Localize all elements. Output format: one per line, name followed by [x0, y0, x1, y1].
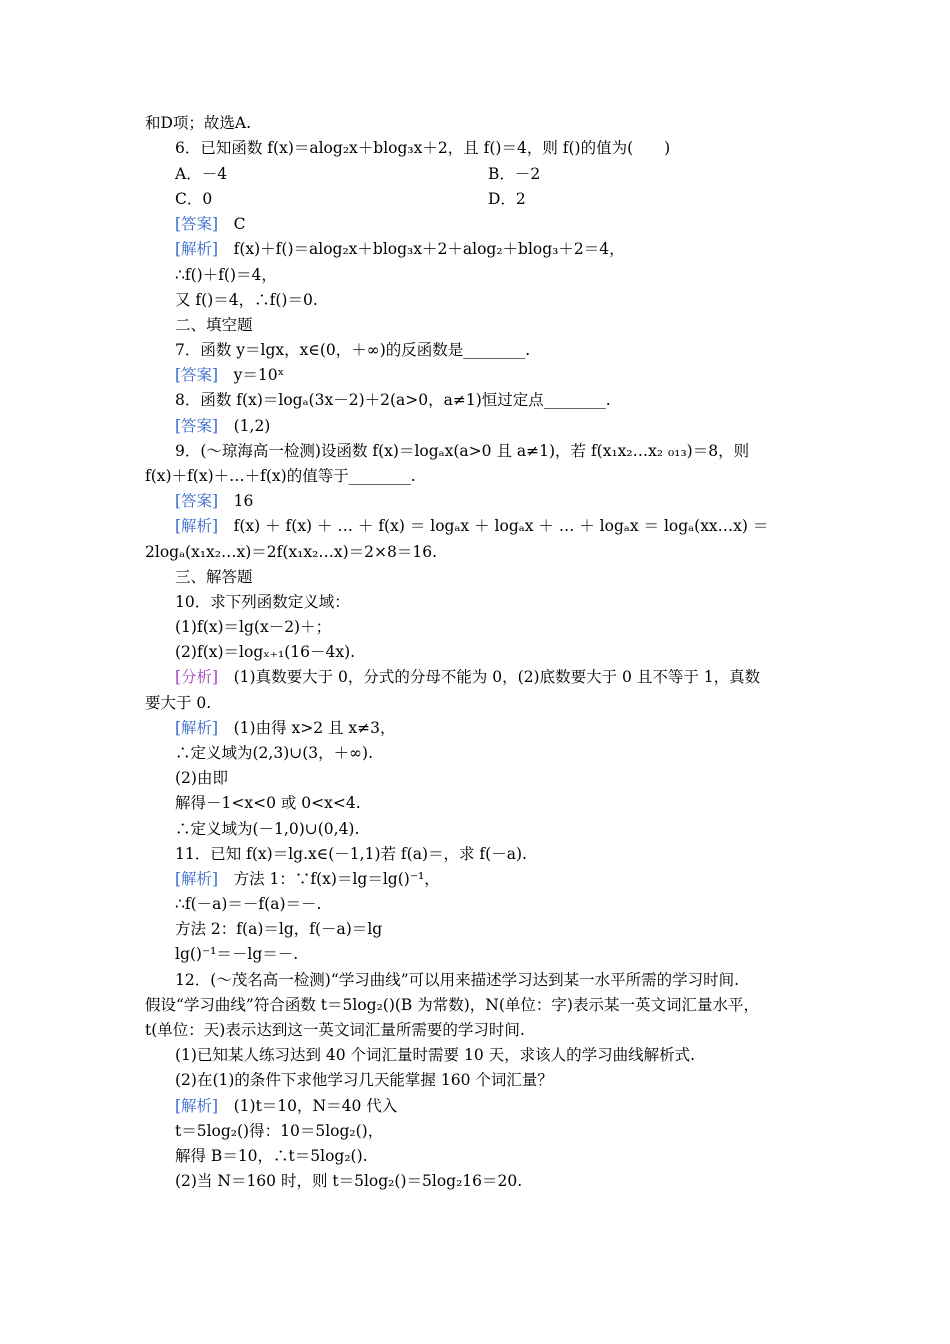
line-text: (2)由即 — [175, 769, 228, 787]
text-line — [175, 567, 253, 589]
line-text: B．－2 — [488, 165, 541, 183]
text-line — [175, 617, 331, 639]
text-line — [175, 290, 318, 312]
text-line — [175, 164, 227, 186]
line-text: (2)当 N＝160 时，则 t＝5log₂()＝5log₂16＝20. — [175, 1172, 523, 1190]
text-line — [175, 491, 253, 513]
section-tag: [答案] — [175, 492, 219, 510]
line-text: (1)f(x)＝lg(x－2)＋； — [175, 618, 332, 636]
line-text: 11．已知 f(x)＝lg.x∈(－1,1)若 f(a)＝，求 f(－a). — [175, 845, 527, 863]
text-line — [175, 1070, 553, 1092]
line-text: ∴定义域为(－1,0)∪(0,4). — [175, 820, 360, 838]
text-line — [175, 718, 396, 740]
text-line — [145, 995, 759, 1017]
text-line — [175, 642, 355, 664]
text-line — [175, 1121, 383, 1143]
line-text: C — [218, 215, 246, 233]
text-line — [145, 1020, 525, 1042]
section-tag: [解析] — [175, 719, 219, 737]
text-line — [175, 592, 350, 614]
text-line — [175, 970, 739, 992]
text-line — [175, 189, 212, 211]
line-text: A．－4 — [175, 165, 228, 183]
line-text: (1)由得 x>2 且 x≠3， — [218, 719, 396, 737]
line-text: 6．已知函数 f(x)＝alog₂x＋blog₃x＋2，且 f()＝4，则 f()的值为( ) — [175, 139, 671, 157]
text-line — [145, 542, 437, 564]
line-text: C．0 — [175, 190, 213, 208]
text-line — [175, 869, 440, 891]
section-tag: [分析] — [175, 668, 219, 686]
line-text: lg()⁻¹＝－lg＝－. — [175, 945, 299, 963]
text-line — [488, 164, 540, 186]
line-text: 二、填空题 — [175, 316, 253, 334]
line-text: ∴f()＋f()＝4， — [175, 266, 277, 284]
text-line — [175, 844, 527, 866]
line-text: 三、解答题 — [175, 568, 253, 586]
line-text: 9．(～琼海高一检测)设函数 f(x)＝logₐx(a>0 且 a≠1)，若 f(x₁x₂…x₂ ₀₁₃)＝8，则 — [175, 442, 750, 460]
line-text: (1)t＝10，N＝40 代入 — [218, 1097, 398, 1115]
section-tag: [解析] — [175, 517, 219, 535]
line-text: (2)在(1)的条件下求他学习几天能掌握 160 个词汇量？ — [175, 1071, 553, 1089]
text-line — [175, 667, 760, 689]
line-text: 假设“学习曲线”符合函数 t＝5log₂()(B 为常数)，N(单位：字)表示某一英文词汇量水平， — [145, 996, 759, 1014]
text-line — [175, 894, 321, 916]
text-line — [145, 113, 251, 135]
text-line — [175, 365, 284, 387]
section-tag: [解析] — [175, 1097, 219, 1115]
section-tag: [解析] — [175, 240, 219, 258]
line-text: (1,2) — [218, 417, 271, 435]
text-line — [175, 1171, 522, 1193]
text-line — [175, 819, 359, 841]
text-line — [175, 390, 611, 412]
line-text: 解得－1<x<0 或 0<x<4. — [175, 794, 361, 812]
line-text: 又 f()＝4，∴f()＝0. — [175, 291, 318, 309]
text-line — [175, 214, 245, 236]
text-line — [175, 416, 270, 438]
text-line — [175, 1096, 397, 1118]
line-text: 16 — [218, 492, 254, 510]
text-line — [145, 466, 416, 488]
text-line — [175, 1045, 695, 1067]
line-text: 10．求下列函数定义域： — [175, 593, 350, 611]
line-text: f(x)＋f(x)＋…＋f(x)的值等于________. — [145, 467, 416, 485]
line-text: 方法 1：∵f(x)＝lg＝lg()⁻¹， — [218, 870, 440, 888]
line-text: 7．函数 y＝lgx，x∈(0，＋∞)的反函数是________. — [175, 341, 531, 359]
text-line — [175, 239, 625, 261]
line-text: 2logₐ(x₁x₂…x)＝2f(x₁x₂…x)＝2×8＝16. — [145, 543, 438, 561]
section-tag: [解析] — [175, 870, 219, 888]
section-tag: [答案] — [175, 215, 219, 233]
line-text: (2)f(x)＝logₓ₊₁(16－4x). — [175, 643, 356, 661]
text-line — [175, 315, 253, 337]
line-text: D．2 — [488, 190, 526, 208]
line-text: t(单位：天)表示达到这一英文词汇量所需要的学习时间. — [145, 1021, 525, 1039]
section-tag: [答案] — [175, 417, 219, 435]
text-line — [175, 516, 768, 538]
line-text: ∴定义域为(2,3)∪(3，＋∞). — [175, 744, 374, 762]
text-line — [175, 441, 749, 463]
text-line — [175, 768, 228, 790]
line-text: 12．(～茂名高一检测)“学习曲线”可以用来描述学习达到某一水平所需的学习时间. — [175, 971, 740, 989]
line-text: (1)真数要大于 0，分式的分母不能为 0，(2)底数要大于 0 且不等于 1，真数 — [218, 668, 761, 686]
line-text: f(x)＋f()＝alog₂x＋blog₃x＋2＋alog₂＋blog₃＋2＝4， — [218, 240, 625, 258]
line-text: t＝5log₂()得：10＝5log₂()， — [175, 1122, 384, 1140]
line-text: f(x) ＋ f(x) ＋ … ＋ f(x) ＝ logₐx ＋ logₐx ＋ … ＋ logₐx ＝ logₐ(xx…x) ＝ — [218, 517, 769, 535]
line-text: 方法 2：f(a)＝lg，f(－a)＝lg — [175, 920, 383, 938]
line-text: 解得 B＝10，∴t＝5log₂(). — [175, 1147, 368, 1165]
text-line — [175, 743, 373, 765]
text-line — [175, 919, 382, 941]
line-text: ∴f(－a)＝－f(a)＝－. — [175, 895, 322, 913]
text-line — [175, 1146, 368, 1168]
text-line — [488, 189, 526, 211]
line-text: 8．函数 f(x)＝logₐ(3x－2)＋2(a>0，a≠1)恒过定点________. — [175, 391, 611, 409]
text-line — [145, 693, 211, 715]
line-text: (1)已知某人练习达到 40 个词汇量时需要 10 天，求该人的学习曲线解析式. — [175, 1046, 696, 1064]
line-text: 要大于 0. — [145, 694, 212, 712]
section-tag: [答案] — [175, 366, 219, 384]
text-line — [175, 340, 530, 362]
text-line — [175, 138, 670, 160]
text-line — [175, 265, 277, 287]
line-text: y＝10ˣ — [218, 366, 285, 384]
line-text: 和D项；故选A. — [145, 114, 252, 132]
text-line — [175, 793, 361, 815]
text-line — [175, 944, 298, 966]
